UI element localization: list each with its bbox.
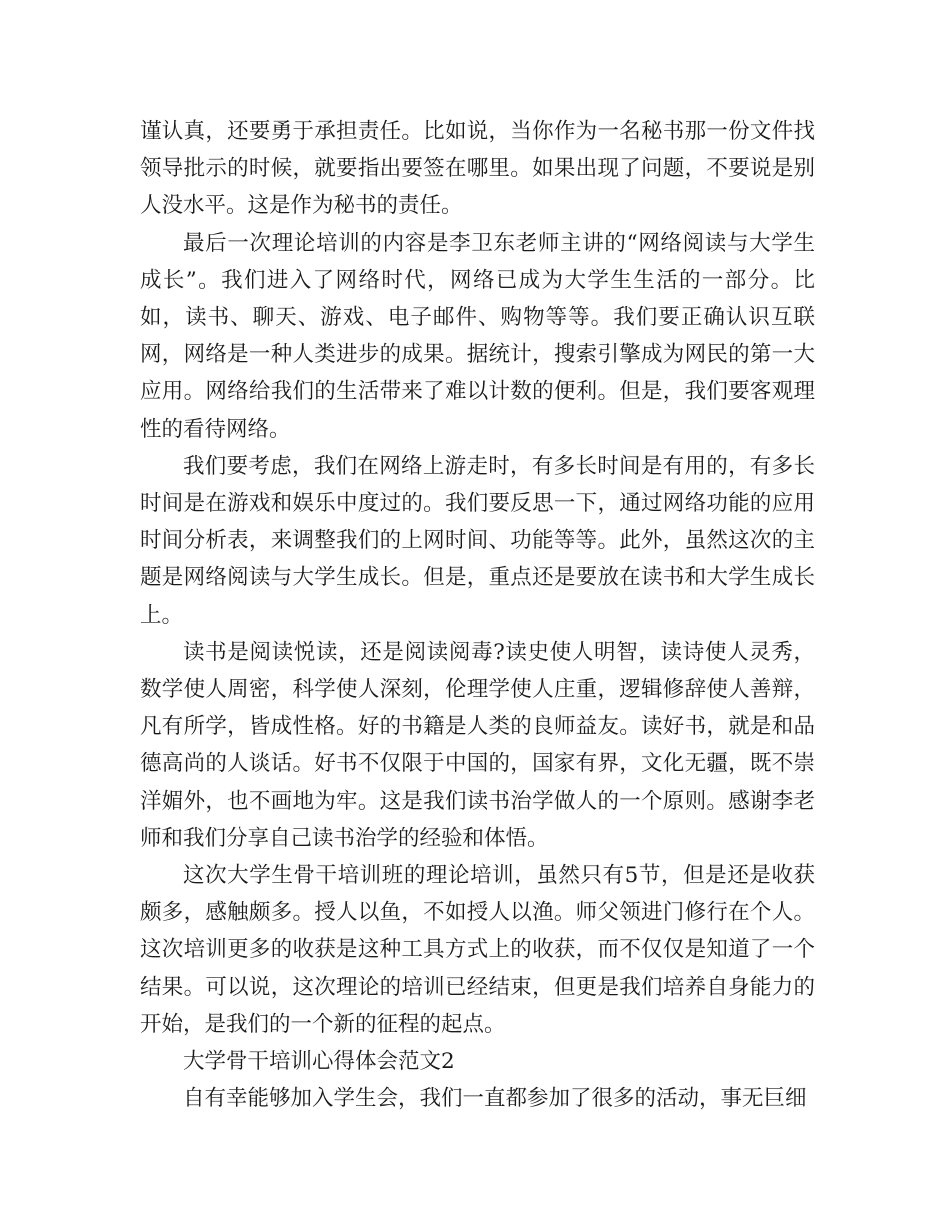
paragraph-4: 读书是阅读悦读，还是阅读阅毒?读史使人明智，读诗使人灵秀，数学使人周密，科学使人深刻，伦理学使人庄重，逻辑修辞使人善辩，凡有所学，皆成性格。好的书籍是人类的良师益友。读好书，就是和品德高尚的人谈话。好书不仅限于中国的，国家有界，文化无疆，既不崇洋媚外，也不画地为牢。这是我们读书治学做人的一个原则。感谢李老师和我们分享自己读书治学的经验和体悟。 [140,639,815,851]
paragraph-5: 这次大学生骨干培训班的理论培训，虽然只有5节，但是还是收获颇多，感触颇多。授人以鱼，不如授人以渔。师父领进门修行在个人。这次培训更多的收获是这种工具方式上的收获，而不仅仅是知道了一个结果。可以说，这次理论的培训已经结束，但更是我们培养自身能力的开始，是我们的一个新的征程的起点。 [140,863,815,1037]
document-body [140,113,815,1117]
paragraph-2: 最后一次理论培训的内容是李卫东老师主讲的“网络阅读与大学生成长”。我们进入了网络时代，网络已成为大学生生活的一部分。比如，读书、聊天、游戏、电子邮件、购物等等。我们要正确认识互联网，网络是一种人类进步的成果。据统计，搜索引擎成为网民的第一大应用。网络给我们的生活带来了难以计数的便利。但是，我们要客观理性的看待网络。 [140,230,815,442]
paragraph-6: 自有幸能够加入学生会，我们一直都参加了很多的活动，事无巨细 [183,1086,807,1112]
paragraph-1: 谨认真，还要勇于承担责任。比如说，当你作为一名秘书那一份文件找领导批示的时候，就要指出要签在哪里。如果出现了问题，不要说是别人没水平。这是作为秘书的责任。 [140,119,815,219]
paragraph-3: 我们要考虑，我们在网络上游走时，有多长时间是有用的，有多长时间是在游戏和娱乐中度过的。我们要反思一下，通过网络功能的应用时间分析表，来调整我们的上网时间、功能等等。此外，虽然这次的主题是网络阅读与大学生成长。但是，重点还是要放在读书和大学生成长上。 [140,453,815,628]
section-heading: 大学骨干培训心得体会范文2 [183,1049,455,1075]
